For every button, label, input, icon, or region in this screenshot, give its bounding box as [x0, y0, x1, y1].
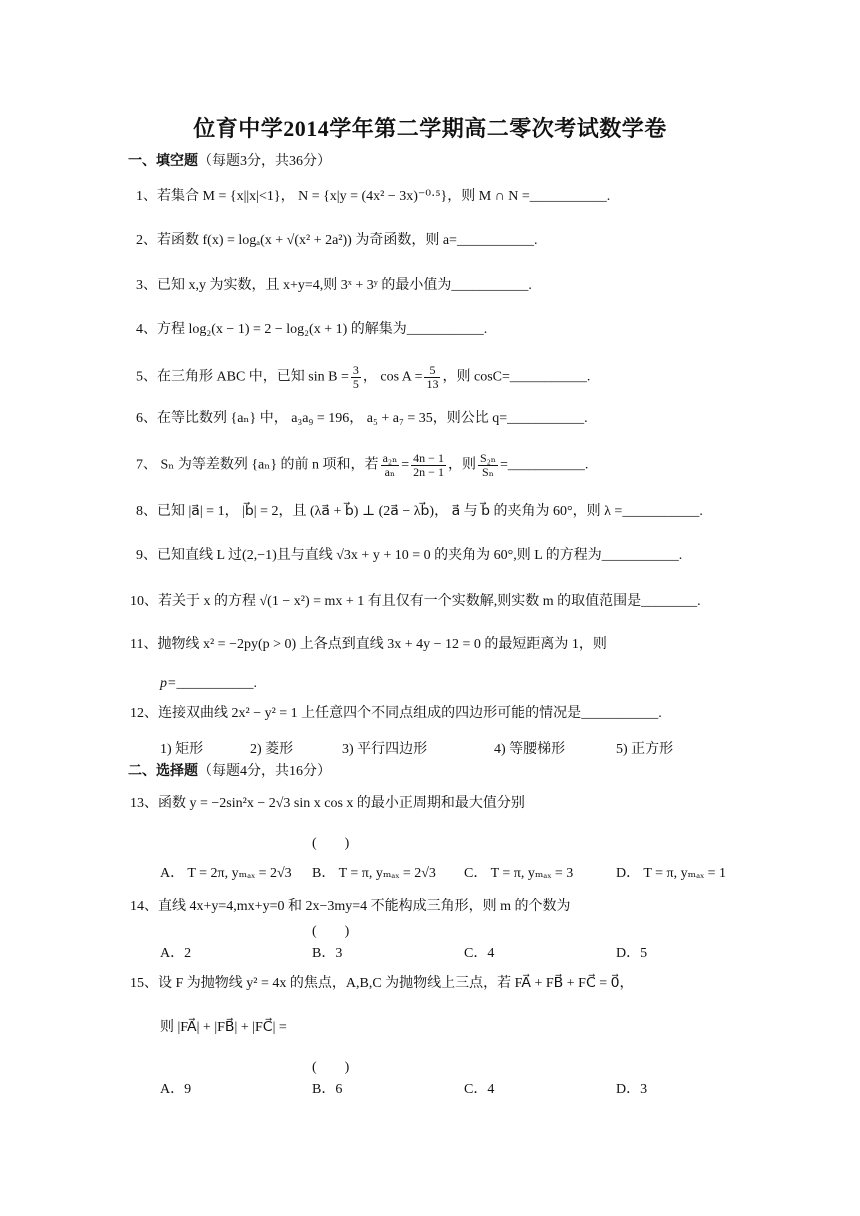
answer-blank-6[interactable]: ___________ — [507, 411, 585, 426]
q14-option-b[interactable]: B．3 — [312, 946, 343, 961]
fraction-numerator: a₂ₙ — [382, 451, 398, 465]
section-2-heading — [128, 762, 331, 782]
question-11-p-label: p= — [160, 676, 177, 691]
question-1-text: 1、若集合 M = {x||x|<1}， N = {x|y = (4x² − 3x)⁻⁰·⁵}，则 M ∩ N = — [136, 189, 530, 204]
section-1-note: （每题3分，共36分） — [198, 154, 331, 169]
question-5 — [136, 364, 590, 391]
question-15-line-2-text: 则 |FA⃗| + |FB⃗| + |FC⃗| = — [160, 1020, 287, 1035]
question-11-end: . — [253, 676, 257, 691]
q14-option-a[interactable]: A．2 — [160, 946, 192, 961]
question-15-line-2 — [160, 1018, 287, 1038]
question-13 — [130, 794, 525, 814]
question-8 — [136, 502, 703, 522]
answer-blank-8[interactable]: ___________ — [622, 504, 700, 519]
question-12-end: . — [658, 706, 662, 721]
question-7-prefix: 7、 Sₙ 为等差数列 {aₙ} 的前 n 项和，若 — [136, 457, 379, 473]
question-9-end: . — [678, 548, 683, 563]
fraction-numerator: 5 — [424, 364, 440, 378]
answer-blank-4[interactable]: ___________ — [406, 322, 484, 337]
fraction-cosA — [424, 364, 440, 391]
question-9 — [136, 546, 682, 566]
q15-option-d[interactable]: D．3 — [616, 1082, 648, 1097]
fraction-a2n-an — [381, 452, 400, 479]
question-6-text: 6、在等比数列 {aₙ} 中， a₃a₉ = 196， a₅ + a₇ = 35，则公比 q= — [136, 411, 508, 426]
section-2-note: （每题4分，共16分） — [198, 764, 331, 779]
fraction-numerator: 4n − 1 — [413, 451, 444, 465]
question-15-text: 15、设 F 为抛物线 y² = 4x 的焦点，A,B,C 为抛物线上三点，若 FA⃗ + FB⃗ + FC⃗ = 0⃗， — [130, 976, 634, 991]
fraction-numerator: S₂ₙ — [479, 451, 497, 465]
question-12 — [130, 704, 662, 724]
question-2 — [136, 231, 537, 251]
question-14 — [130, 897, 571, 917]
q15-option-b[interactable]: B．6 — [312, 1082, 343, 1097]
fraction-numerator: 3 — [352, 363, 359, 377]
q14-option-d[interactable]: D．5 — [616, 946, 648, 961]
question-9-text: 9、已知直线 L 过(2,−1)且与直线 √3x + y + 10 = 0 的夹角为 60°,则 L 的方程为 — [136, 548, 602, 563]
equals-sign: = — [401, 457, 410, 473]
question-10-text: 10、若关于 x 的方程 √(1 − x²) = mx + 1 有且仅有一个实数解,则实数 m 的取值范围是 — [130, 594, 642, 609]
q15-option-a[interactable]: A．9 — [160, 1082, 192, 1097]
question-11-line-2 — [160, 674, 257, 694]
exam-title: 位育中学2014学年第二学期高二零次考试数学卷 — [193, 116, 667, 141]
q15-option-c[interactable]: C．4 — [464, 1082, 495, 1097]
answer-blank-2[interactable]: ___________ — [456, 233, 534, 248]
q13-option-a[interactable]: A． T = 2π, yₘₐₓ = 2√3 — [160, 866, 292, 881]
question-4-end: . — [483, 322, 488, 337]
question-3 — [136, 276, 532, 296]
question-11 — [130, 635, 607, 655]
question-6-end: . — [584, 411, 588, 426]
q12-option-1: 1) 矩形 — [160, 742, 204, 757]
question-3-text: 3、已知 x,y 为实数，且 x+y=4,则 3ˣ + 3ʸ 的最小值为 — [136, 278, 452, 293]
q12-option-4: 4) 等腰梯形 — [494, 742, 566, 757]
question-5-prefix: 5、在三角形 ABC 中，已知 sin B = — [136, 369, 349, 385]
answer-blank-5[interactable]: ___________ — [509, 369, 587, 385]
question-5-end: . — [586, 369, 591, 385]
question-8-end: . — [699, 504, 703, 519]
question-4 — [136, 320, 487, 340]
section-2-title: 二、选择题 — [128, 764, 198, 779]
fraction-denominator: 2n − 1 — [413, 465, 444, 479]
section-1-heading — [128, 152, 331, 172]
question-5-mid: ， cos A = — [362, 369, 423, 385]
question-7-suffix: = — [500, 457, 508, 473]
question-1-end: . — [606, 189, 611, 204]
answer-paren-14[interactable]: ( ) — [312, 924, 350, 939]
q14-option-c[interactable]: C．4 — [464, 946, 495, 961]
question-10 — [130, 592, 701, 612]
question-7 — [136, 452, 588, 479]
question-13-text: 13、函数 y = −2sin²x − 2√3 sin x cos x 的最小正周期和最大值分别 — [130, 796, 525, 811]
answer-blank-12[interactable]: ___________ — [581, 706, 659, 721]
answer-paren-15[interactable]: ( ) — [312, 1060, 350, 1075]
q12-option-3: 3) 平行四边形 — [342, 742, 428, 757]
question-1 — [136, 187, 610, 207]
q13-option-c[interactable]: C． T = π, yₘₐₓ = 3 — [464, 866, 574, 881]
fraction-denominator: Sₙ — [482, 465, 494, 479]
fraction-denominator: aₙ — [384, 465, 396, 479]
q13-option-d[interactable]: D． T = π, yₘₐₓ = 1 — [616, 866, 726, 881]
question-3-end: . — [528, 278, 532, 293]
fraction-sinB — [351, 364, 361, 391]
question-10-end: . — [697, 594, 701, 609]
fraction-denominator: 5 — [352, 377, 359, 391]
question-15 — [130, 974, 634, 994]
fraction-4n-2n — [411, 452, 446, 479]
question-12-text: 12、连接双曲线 2x² − y² = 1 上任意四个不同点组成的四边形可能的情况是 — [130, 706, 582, 721]
question-2-text: 2、若函数 f(x) = logₐ(x + √(x² + 2a²)) 为奇函数，则 a= — [136, 233, 457, 248]
section-1-title: 一、填空题 — [128, 154, 198, 169]
question-7-mid: ，则 — [447, 457, 476, 473]
fraction-denominator: 13 — [426, 377, 439, 391]
answer-blank-10[interactable]: ________ — [641, 594, 698, 609]
question-5-suffix: ，则 cosC= — [442, 369, 510, 385]
question-2-end: . — [533, 233, 538, 248]
question-11-text: 11、抛物线 x² = −2py(p > 0) 上各点到直线 3x + 4y − 12 = 0 的最短距离为 1，则 — [130, 637, 607, 652]
q13-option-b[interactable]: B． T = π, yₘₐₓ = 2√3 — [312, 866, 436, 881]
answer-blank-7[interactable]: ___________ — [507, 457, 585, 473]
question-4-text: 4、方程 log₂(x − 1) = 2 − log₂(x + 1) 的解集为 — [136, 322, 407, 337]
q12-option-5: 5) 正方形 — [616, 742, 674, 757]
answer-paren-13[interactable]: ( ) — [312, 836, 350, 851]
q12-option-2: 2) 菱形 — [250, 742, 294, 757]
question-6 — [136, 409, 588, 429]
question-7-end: . — [584, 457, 589, 473]
fraction-S2n-Sn — [478, 452, 498, 479]
question-14-text: 14、直线 4x+y=4,mx+y=0 和 2x−3my=4 不能构成三角形，则 m 的个数为 — [130, 899, 571, 914]
answer-blank-11[interactable]: ___________ — [176, 676, 254, 691]
answer-blank-3[interactable]: ___________ — [451, 278, 529, 293]
question-8-text: 8、已知 |a⃗| = 1， |b⃗| = 2，且 (λa⃗ + b⃗) ⊥ (2a⃗ − λb⃗)， a⃗ 与 b⃗ 的夹角为 60°，则 λ = — [136, 504, 623, 519]
answer-blank-9[interactable]: ___________ — [601, 548, 679, 563]
answer-blank-1[interactable]: ___________ — [529, 189, 607, 204]
